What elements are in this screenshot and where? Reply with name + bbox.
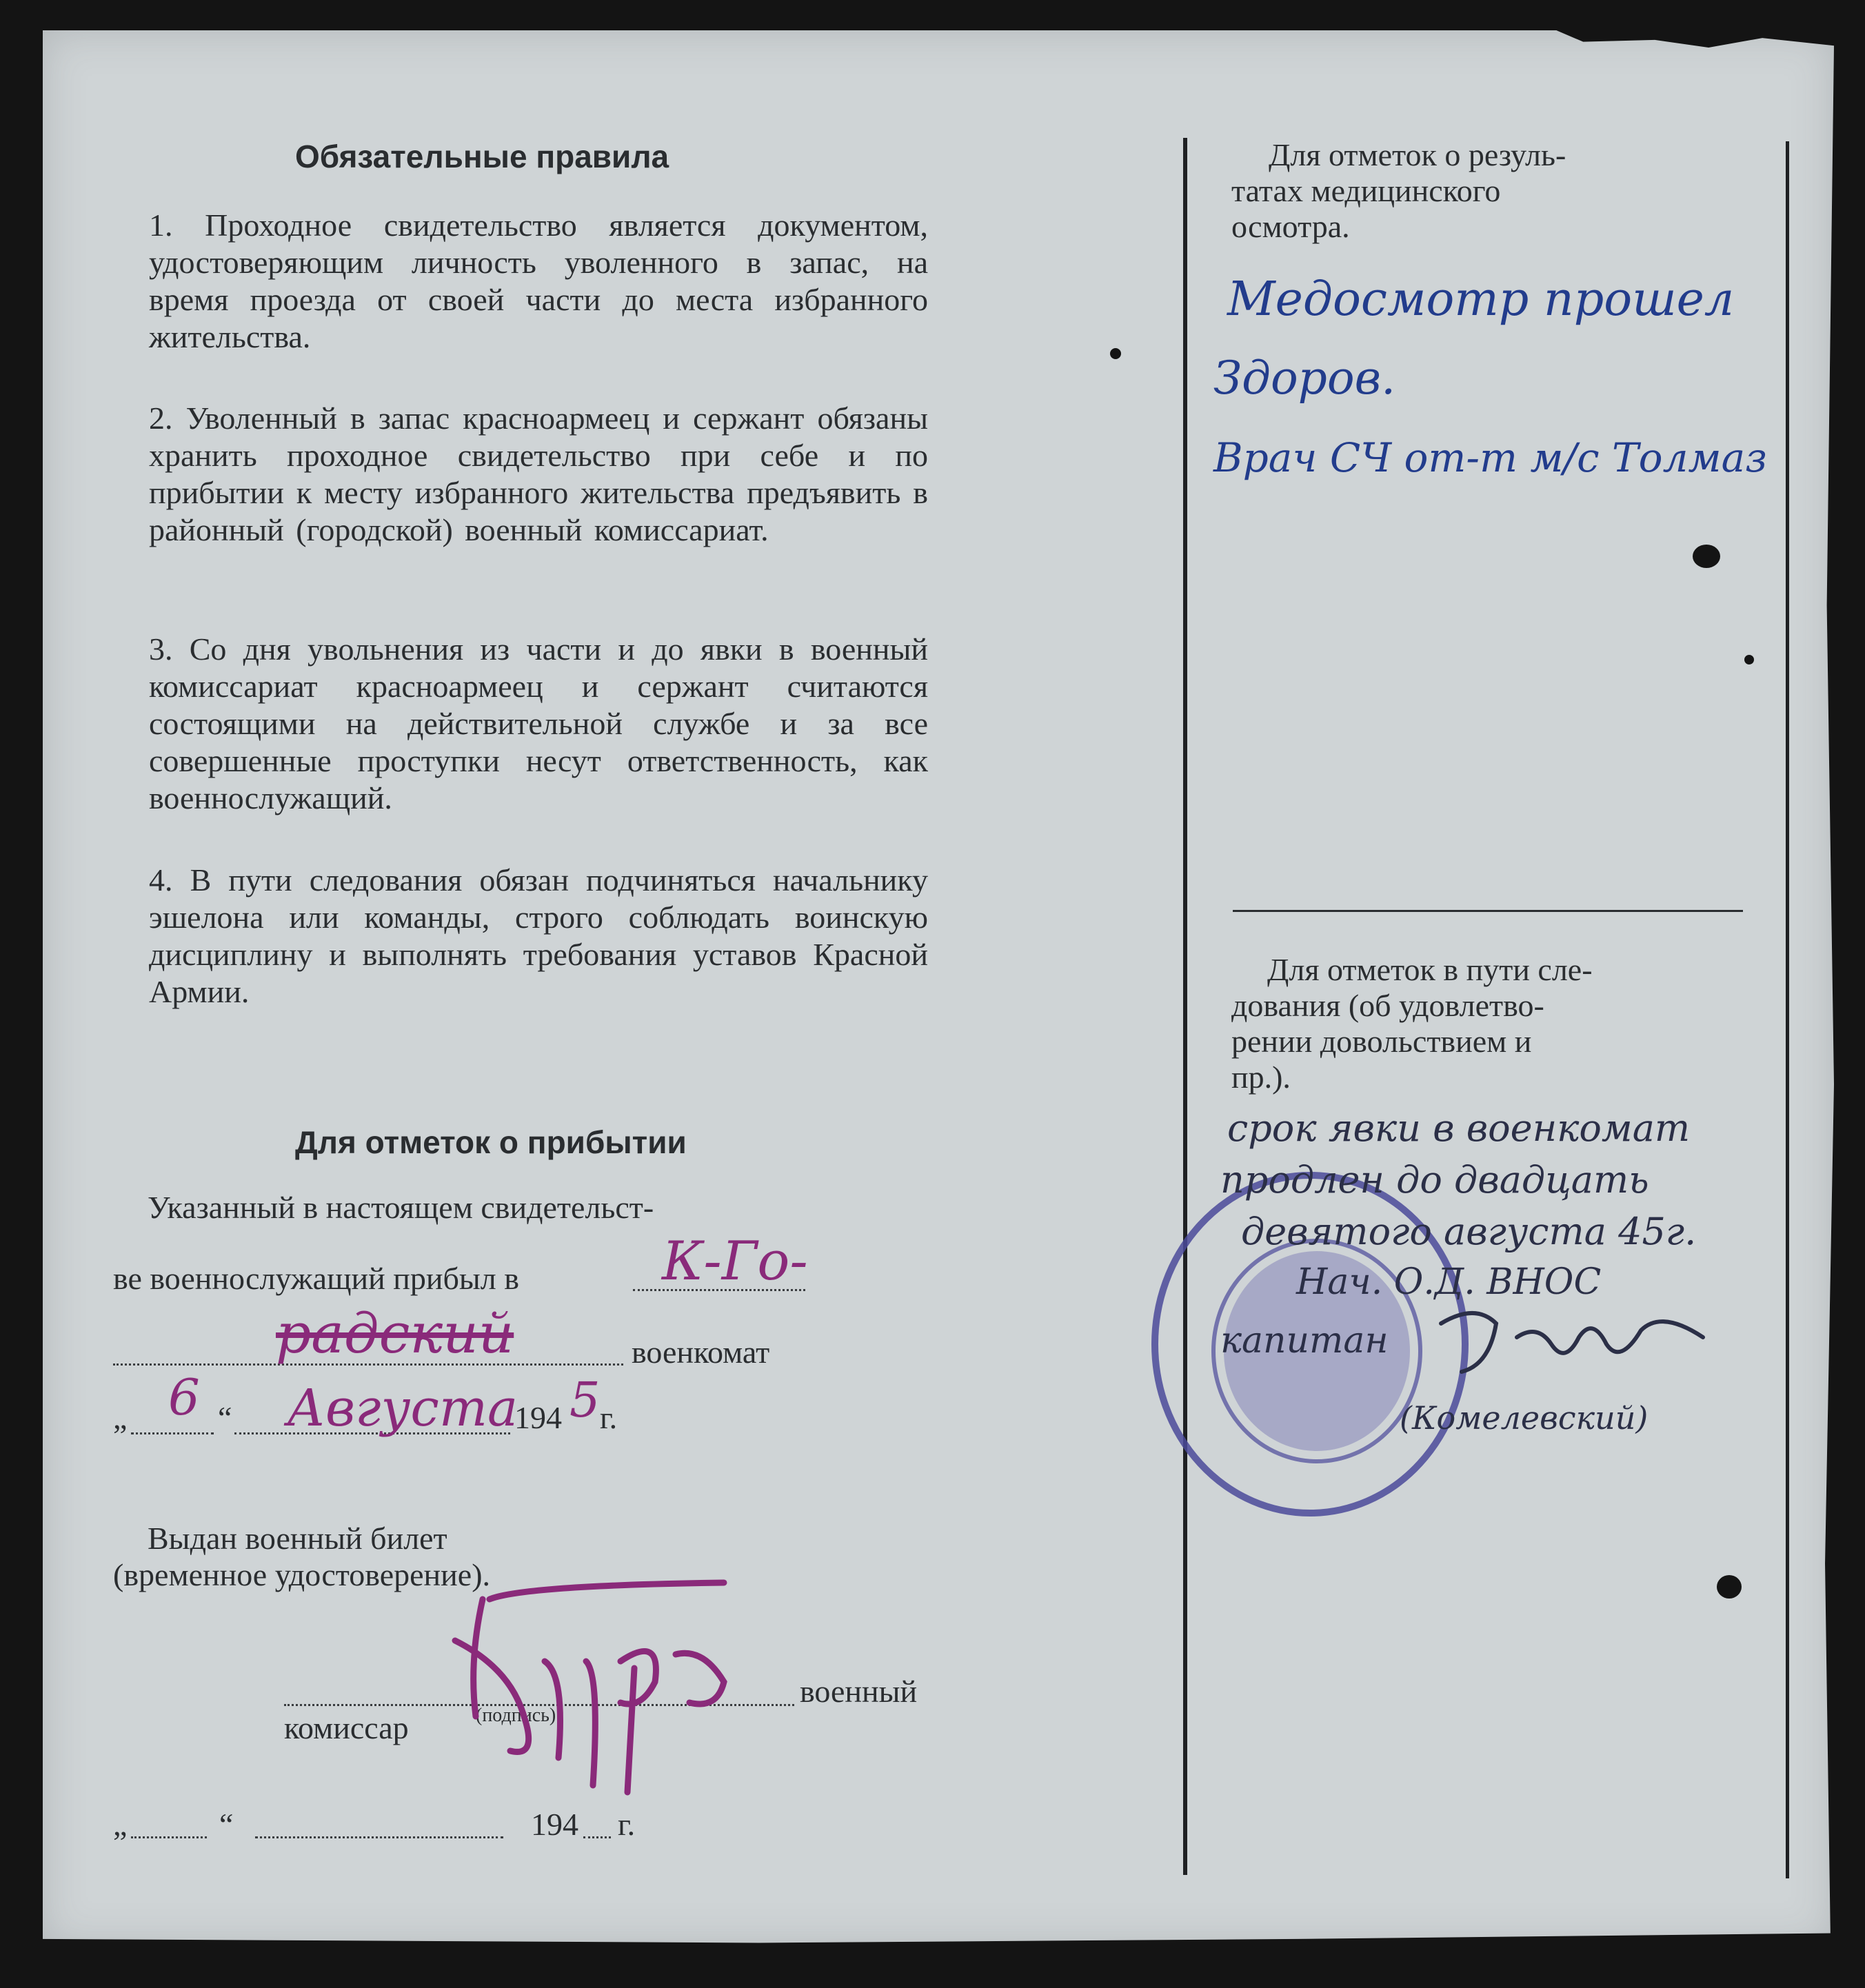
year-prefix: 194 [514, 1400, 562, 1435]
arrival-line2: ве военнослужащий прибыл в [113, 1261, 519, 1296]
voenkomat-handwritten: радский [276, 1301, 514, 1366]
transit-handwritten-3: девятого августа 45г. [1241, 1210, 1697, 1253]
date-quote-close: “ [218, 1400, 232, 1435]
issued-line1: Выдан военный билет [148, 1521, 447, 1556]
transit-handwritten-5: капитан [1220, 1320, 1389, 1361]
punch-hole [1110, 348, 1121, 359]
rule-item-4: 4. В пути следования обязан подчиняться начальнику эшелона или команды, строго соблюдать воинскую дисциплину и выполнять требования уставов Красной Армии. [149, 862, 928, 1009]
column-divider [1183, 138, 1187, 1875]
transit-handwritten-4: Нач. О.Д. ВНОС [1296, 1261, 1602, 1303]
transit-handwritten-1: срок явки в военкомат [1227, 1106, 1691, 1150]
rule-item-1: 1. Проходное свидетельство является документом, удостоверяющим личность уволенного в запас, на время проезда от своей части до места избранного жительства. [149, 207, 928, 354]
date2-suffix: г. [618, 1807, 636, 1842]
medical-title-2: татах медицинского [1231, 173, 1501, 208]
date2-year: 194 [531, 1807, 578, 1842]
medical-title-1: Для отметок о резуль- [1269, 137, 1566, 172]
medical-handwritten-1: Медосмотр прошел [1227, 272, 1735, 327]
date2-quote-open: „ [113, 1807, 128, 1842]
transit-title-3: рении довольствием и [1231, 1024, 1532, 1059]
arrival-line1: Указанный в настоящем свидетельст- [148, 1190, 654, 1225]
label-komissar: комиссар [284, 1710, 409, 1745]
punch-hole [1717, 1575, 1742, 1599]
day-line [131, 1432, 214, 1434]
date2-year-line [583, 1836, 611, 1838]
day-handwritten: 6 [168, 1368, 200, 1426]
date2-quote-close: “ [219, 1807, 234, 1842]
issued-line2: (временное удостоверение). [113, 1557, 491, 1592]
officer-signature [1434, 1296, 1710, 1386]
rule-item-3: 3. Со дня увольнения из части и до явки в военный комиссариат красноармеец и сержант считаются состоящими на действительной службе и за все совершенные проступки несут ответственность, как военнослужащий. [149, 631, 928, 815]
rule-item-2: 2. Уволенный в запас красноармеец и сержант обязаны хранить проходное свидетельство при себе и по прибытии к месту избранного жительства предъявить в районный (городской) военный комиссариат. [149, 400, 928, 547]
right-section-divider [1233, 910, 1743, 912]
transit-handwritten-2: продлен до двадцать [1220, 1158, 1649, 1201]
right-border-line [1786, 141, 1789, 1878]
label-voenny: военный [800, 1674, 918, 1709]
date2-day-line [131, 1836, 207, 1838]
transit-handwritten-6: (Комелевский) [1400, 1399, 1649, 1437]
month-handwritten: Августа [287, 1379, 518, 1438]
year-suffix: г. [600, 1400, 618, 1435]
transit-title-2: дования (об удовлетво- [1231, 988, 1544, 1023]
rules-title: Обязательные правила [295, 139, 669, 174]
medical-handwritten-2: Здоров. [1213, 352, 1396, 405]
medical-handwritten-3: Врач СЧ от-т м/с Толмаз [1213, 434, 1767, 481]
date-quote-open: „ [113, 1400, 128, 1435]
medical-title-3: осмотра. [1231, 209, 1350, 244]
label-voenkomat: военкомат [632, 1335, 770, 1370]
label-podpis: (подпись) [476, 1705, 556, 1726]
transit-title-4: пр.). [1231, 1059, 1291, 1095]
punch-hole [1744, 655, 1754, 665]
arrival-place-handwritten: К-Го- [662, 1230, 808, 1292]
transit-title-1: Для отметок в пути сле- [1267, 952, 1593, 987]
arrival-title: Для отметок о прибытии [295, 1124, 687, 1160]
date2-month-line [255, 1836, 503, 1838]
commissar-signature [427, 1579, 772, 1799]
punch-hole [1693, 545, 1720, 568]
year-handwritten: 5 [569, 1372, 601, 1428]
